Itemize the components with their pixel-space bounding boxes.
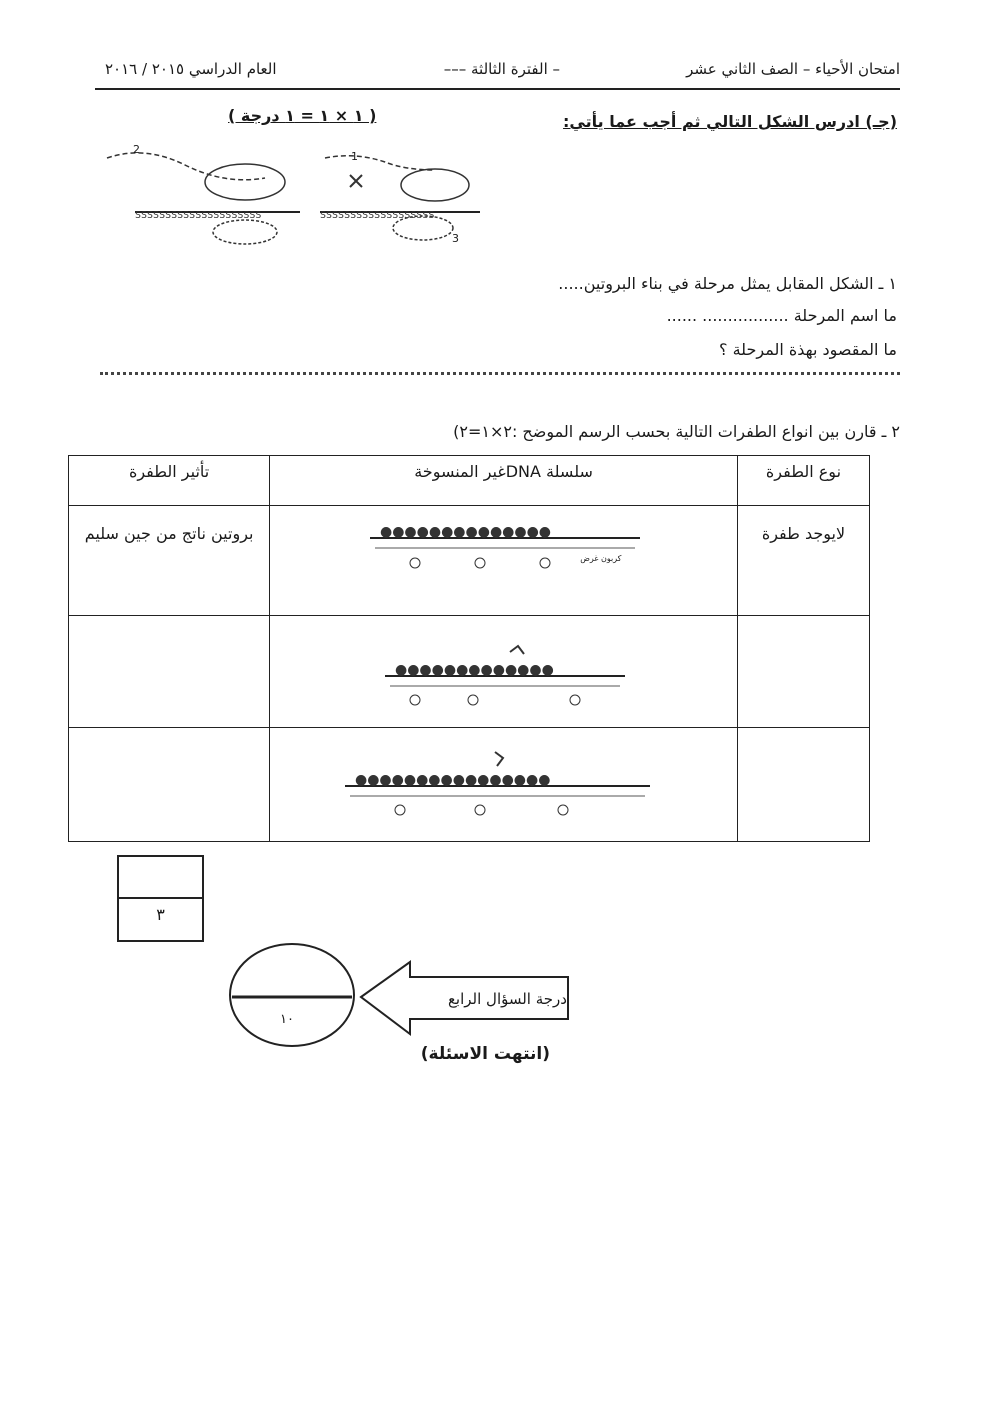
exam-header (95, 58, 900, 90)
header-dna-strand: سلسلة DNAغير المنسوخة (270, 456, 738, 506)
end-of-questions: (انتهت الاسئلة) (420, 1044, 550, 1064)
svg-text:SSSSSSSSSSSSSSSSSSSSS: SSSSSSSSSSSSSSSSSSSSS (135, 210, 262, 221)
svg-text:●●●●●●●●●●●●●: ●●●●●●●●●●●●● (395, 662, 554, 678)
exam-title: امتحان الأحياء – الصف الثاني عشر (686, 60, 900, 78)
table-row (69, 506, 870, 616)
svg-text:SSSSSSSSSSSSSSSSSSS: SSSSSSSSSSSSSSSSSSS (320, 210, 435, 221)
table-row (69, 616, 870, 728)
type-cell: لايوجد طفرة (737, 506, 869, 616)
type-cell (737, 728, 869, 842)
table-header-row (69, 456, 870, 506)
q1-ask-meaning: ما المقصود بهذة المرحلة ؟ (719, 340, 897, 359)
exam-term: – الفترة الثالثة ––– (443, 60, 560, 78)
q1-ask-name: ما اسم المرحلة ................. ...... (666, 306, 897, 325)
fourth-question-label: درجة السؤال الرابع (447, 990, 567, 1008)
dna-strand-substitution (345, 748, 665, 823)
dna-strand-cell (270, 616, 738, 728)
svg-text:●●●●●●●●●●●●●●●●: ●●●●●●●●●●●●●●●● (355, 772, 551, 788)
answer-dotted-line (100, 370, 900, 375)
translation-figure (105, 140, 495, 250)
school-year: العام الدراسي ٢٠١٥ / ٢٠١٦ (105, 60, 277, 78)
type-cell (737, 616, 869, 728)
figure-label-3: 3 (452, 232, 459, 245)
svg-text:●●●●●●●●●●●●●●: ●●●●●●●●●●●●●● (380, 524, 552, 540)
effect-cell: بروتين ناتج من جين سليم (69, 506, 270, 616)
dna-strand-insertion (385, 644, 645, 714)
dna-strand-cell (270, 506, 738, 616)
dna-strand-cell (270, 728, 738, 842)
question-c-grade: ( ١ × ١ = ١ درجة ) (228, 106, 377, 125)
strand-label: كربون غرض (580, 554, 622, 563)
header-effect: تأثير الطفرة (69, 456, 270, 506)
effect-cell (69, 728, 270, 842)
score-box-top (119, 857, 202, 899)
header-mutation-type: نوع الطفرة (737, 456, 869, 506)
question-c-title: (جـ) ادرس الشكل التالي ثم أجب عما يأتي: (563, 112, 897, 131)
q1-statement: ١ ـ الشكل المقابل يمثل مرحلة في بناء البروتين..... (558, 274, 897, 293)
fourth-question-total: ١٠ (280, 1012, 294, 1027)
q2-title: ٢ ـ قارن بين انواع الطفرات التالية بحسب الرسم الموضح :٢×١=٢) (453, 422, 900, 441)
figure-label-1: 1 (351, 150, 358, 163)
score-box-value: ٣ (156, 905, 165, 924)
figure-label-2: 2 (133, 143, 140, 156)
effect-cell (69, 616, 270, 728)
dna-strand-normal (370, 518, 650, 578)
score-box (117, 855, 204, 942)
table-row (69, 728, 870, 842)
mutation-comparison-table (68, 455, 870, 842)
